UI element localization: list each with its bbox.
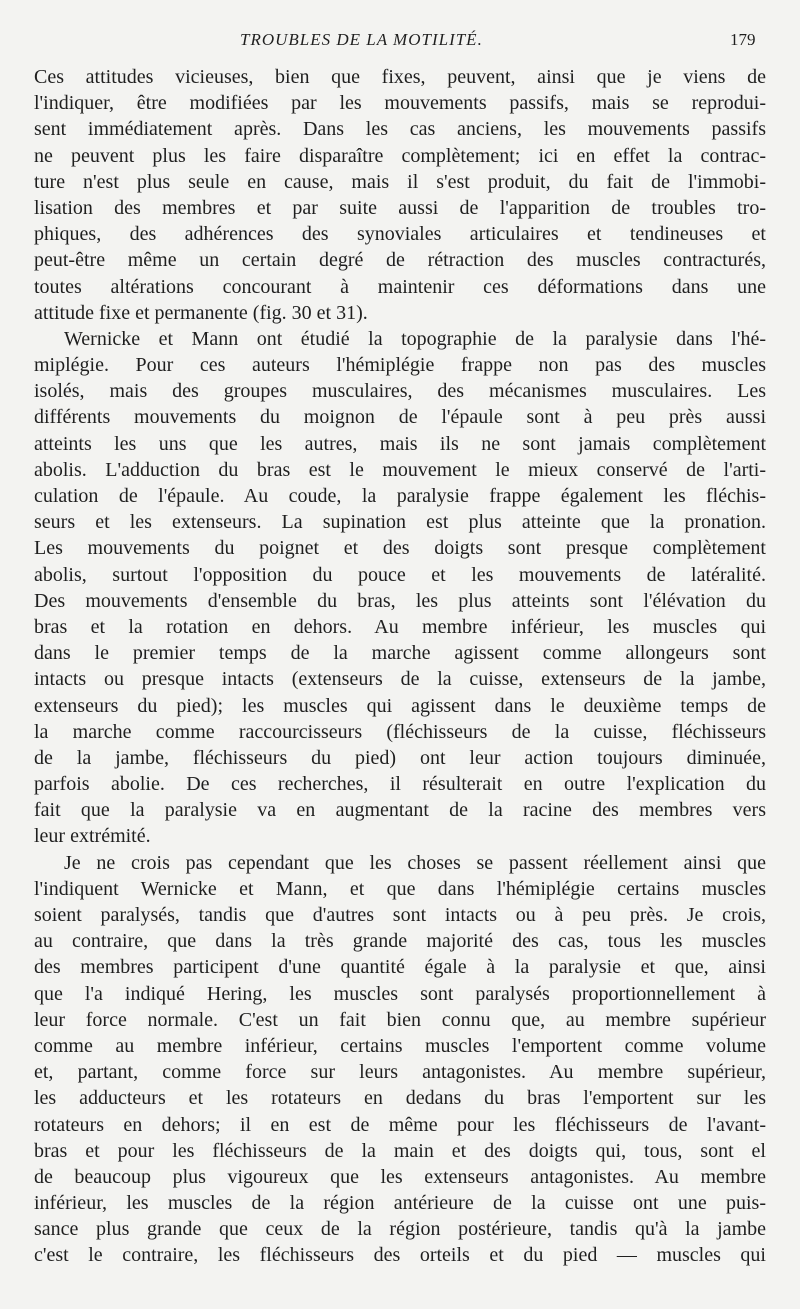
text-line: fait que la paralysie va en augmentant de la racine des membres vers bbox=[34, 799, 766, 822]
text-line: de beaucoup plus vigoureux que les extenseurs antagonistes. Au membre bbox=[34, 1165, 766, 1188]
text-line: de la jambe, fléchisseurs du pied) ont leur action toujours diminuée, bbox=[34, 746, 766, 769]
body-text bbox=[34, 64, 766, 1269]
text-line: abolis. L'adduction du bras est le mouvement le mieux conservé de l'arti- bbox=[34, 458, 766, 481]
text-line: phiques, des adhérences des synoviales articulaires et tendineuses et bbox=[34, 223, 766, 246]
text-line: au contraire, que dans la très grande majorité des cas, tous les muscles bbox=[34, 930, 766, 953]
text-line: c'est le contraire, les fléchisseurs des orteils et du pied — muscles qui bbox=[34, 1244, 766, 1267]
text-line: des membres participent d'une quantité égale à la paralysie et que, ainsi bbox=[34, 956, 766, 979]
text-line: l'indiquer, être modifiées par les mouvements passifs, mais se reprodui- bbox=[34, 92, 766, 115]
text-line: abolis, surtout l'opposition du pouce et les mouvements de latéralité. bbox=[34, 563, 766, 586]
text-line: bras et pour les fléchisseurs de la main et des doigts qui, tous, sont el bbox=[34, 1139, 766, 1162]
text-line: soient paralysés, tandis que d'autres sont intacts ou à peu près. Je crois, bbox=[34, 904, 766, 926]
text-line: Les mouvements du poignet et des doigts sont presque complètement bbox=[34, 537, 766, 560]
text-line: inférieur, les muscles de la région antérieure de la cuisse ont une puis- bbox=[34, 1192, 766, 1215]
text-line: comme au membre inférieur, certains muscles l'emportent comme volume bbox=[34, 1034, 766, 1057]
text-line: isolés, mais des groupes musculaires, des mécanismes musculaires. Les bbox=[34, 380, 766, 403]
text-line: leur force normale. C'est un fait bien connu que, au membre supérieur bbox=[34, 1008, 766, 1031]
text-line: atteints les uns que les autres, mais ils ne sont jamais complètement bbox=[34, 432, 766, 455]
text-line: dans le premier temps de la marche agissent comme allongeurs sont bbox=[34, 642, 766, 665]
text-line: que l'a indiqué Hering, les muscles sont paralysés proportionnellement à bbox=[34, 982, 766, 1005]
text-line: sent immédiatement après. Dans les cas anciens, les mouvements passifs bbox=[34, 118, 766, 141]
running-title: TROUBLES DE LA MOTILITÉ. bbox=[240, 30, 483, 49]
text-line: miplégie. Pour ces auteurs l'hémiplégie frappe non pas des muscles bbox=[34, 354, 766, 377]
text-line: peut-être même un certain degré de rétraction des muscles contracturés, bbox=[34, 249, 766, 272]
text-line: ne peuvent plus les faire disparaître complètement; ici en effet la contrac- bbox=[34, 144, 766, 167]
text-line: différents mouvements du moignon de l'épaule sont à peu près aussi bbox=[34, 406, 766, 429]
text-line: intacts ou presque intacts (extenseurs de la cuisse, extenseurs de la jambe, bbox=[34, 668, 766, 691]
text-line: la marche comme raccourcisseurs (fléchisseurs de la cuisse, fléchisseurs bbox=[34, 720, 766, 743]
text-line: ture n'est plus seule en cause, mais il s'est produit, du fait de l'immobi- bbox=[34, 170, 766, 193]
text-line: Ces attitudes vicieuses, bien que fixes, peuvent, ainsi que je viens de bbox=[34, 66, 766, 88]
text-line: toutes altérations concourant à maintenir ces déformations dans une bbox=[34, 275, 766, 298]
text-line: les adducteurs et les rotateurs en dedans du bras l'emportent sur les bbox=[34, 1087, 766, 1110]
text-line: Wernicke et Mann ont étudié la topographie de la paralysie dans l'hé- bbox=[64, 327, 766, 350]
text-line: attitude fixe et permanente (fig. 30 et 31). bbox=[34, 301, 368, 324]
text-line: et, partant, comme force sur leurs antagonistes. Au membre supérieur, bbox=[34, 1061, 766, 1084]
text-line: extenseurs du pied); les muscles qui agissent dans le deuxième temps de bbox=[34, 694, 766, 717]
text-line: parfois abolie. De ces recherches, il résulterait en outre l'explication du bbox=[34, 773, 766, 796]
text-line: rotateurs en dehors; il en est de même pour les fléchisseurs de l'avant- bbox=[34, 1113, 766, 1136]
text-line: leur extrémité. bbox=[34, 825, 151, 848]
text-line: Des mouvements d'ensemble du bras, les plus atteints sont l'élévation du bbox=[34, 589, 766, 612]
text-line: culation de l'épaule. Au coude, la paralysie frappe également les fléchis- bbox=[34, 485, 766, 507]
text-line: lisation des membres et par suite aussi de l'apparition de troubles tro- bbox=[34, 196, 766, 219]
text-line: l'indiquent Wernicke et Mann, et que dans l'hémiplégie certains muscles bbox=[34, 877, 766, 900]
text-line: sance plus grande que ceux de la région postérieure, tandis qu'à la jambe bbox=[34, 1218, 766, 1241]
text-line: Je ne crois pas cependant que les choses se passent réellement ainsi que bbox=[64, 851, 766, 874]
page-number: 179 bbox=[730, 30, 756, 49]
text-line: bras et la rotation en dehors. Au membre inférieur, les muscles qui bbox=[34, 615, 766, 638]
text-line: seurs et les extenseurs. La supination est plus atteinte que la pronation. bbox=[34, 511, 766, 534]
page-header bbox=[0, 30, 800, 54]
